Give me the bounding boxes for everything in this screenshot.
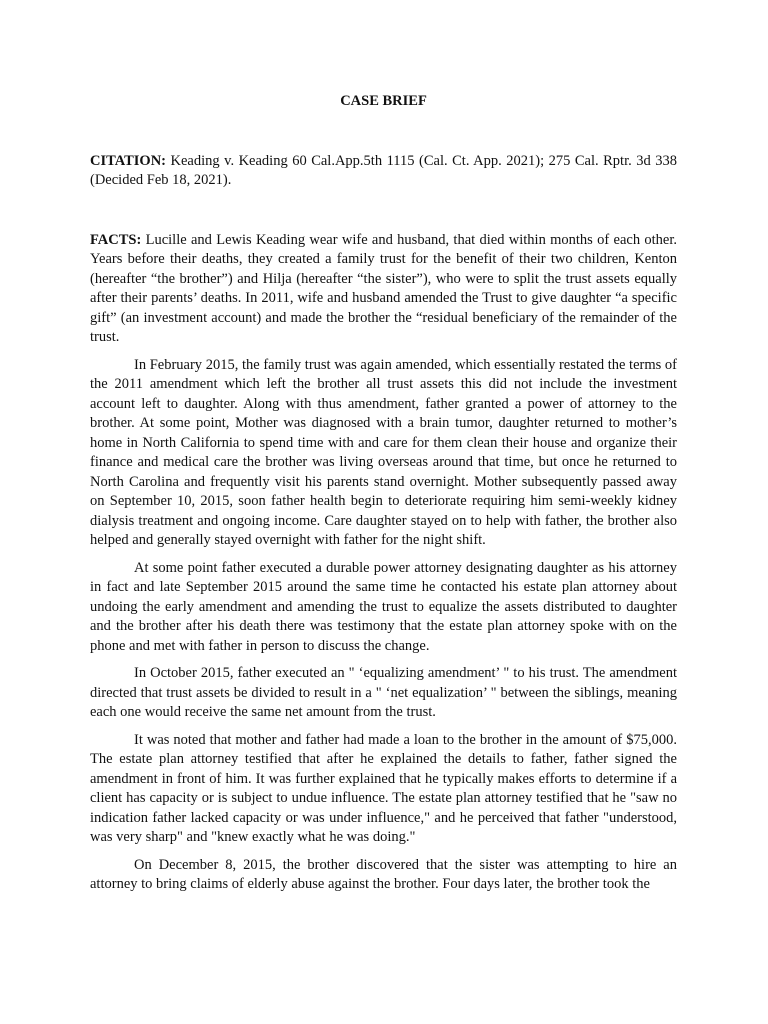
document-title: CASE BRIEF	[340, 93, 427, 109]
citation-text: Keading v. Keading 60 Cal.App.5th 1115 (Cal. Ct. App. 2021); 275 Cal. Rptr. 3d 338 (Decided Feb 18, 2021).	[90, 152, 677, 188]
facts-paragraph	[90, 231, 677, 348]
document-page	[90, 92, 677, 895]
body-paragraph: It was noted that mother and father had made a loan to the brother in the amount of $75,000. The estate plan attorney testified that after he explained the details to father, father signed the amendment in front of him. It was further explained that he typically makes efforts to determine if a client has capacity or is subject to undue influence. The estate plan attorney testified that he "saw no indication father lacked capacity or was under influence," and he perceived that father "understood, was very sharp" and "knew exactly what he was doing."	[90, 731, 677, 845]
body-paragraph: On December 8, 2015, the brother discovered that the sister was attempting to hire an attorney to bring claims of elderly abuse against the brother. Four days later, the brother took the	[90, 856, 677, 892]
citation-paragraph	[90, 152, 677, 191]
body-paragraph: At some point father executed a durable power attorney designating daughter as his attorney in fact and late September 2015 around the same time he contacted his estate plan attorney about undoing the early amendment and amending the trust to equalize the assets distributed to daughter and the brother after his death there was testimony that the estate plan attorney spoke with on the phone and met with father in person to discuss the change.	[90, 559, 677, 654]
body-paragraph: In October 2015, father executed an " ‘equalizing amendment’ " to his trust. The amendment directed that trust assets be divided to result in a " ‘net equalization’ " between the siblings, meaning each one would receive the same net amount from the trust.	[90, 665, 677, 720]
facts-label: FACTS:	[90, 231, 142, 248]
facts-text: Lucille and Lewis Keading wear wife and husband, that died within months of each other. Years before their deaths, they created a family trust for the benefit of their two children, Kenton (hereafter “the brother”) and Hilja (hereafter “the sister”), who were to split the trust assets equally after their parents’ deaths. In 2011, wife and husband amended the Trust to give daughter “a specific gift” (an investment account) and made the brother the “residual beneficiary of the remainder of the trust.	[90, 231, 677, 345]
citation-label: CITATION:	[90, 152, 166, 169]
body-paragraph: In February 2015, the family trust was again amended, which essentially restated the terms of the 2011 amendment which left the brother all trust assets this did not include the investment account left to daughter. Along with thus amendment, father granted a power of attorney to the brother. At some point, Mother was diagnosed with a brain tumor, daughter returned to mother’s home in North California to spend time with and care for them clean their house and organize their finance and medical care the brother was living overseas around that time, but once he returned to North Carolina and frequently visit his parents stand overnight. Mother subsequently passed away on September 10, 2015, soon father health begin to deteriorate requiring him semi-weekly kidney dialysis treatment and ongoing income. Care daughter stayed on to help with father, the brother also helped and generally stayed overnight with father for the night shift.	[90, 356, 677, 548]
